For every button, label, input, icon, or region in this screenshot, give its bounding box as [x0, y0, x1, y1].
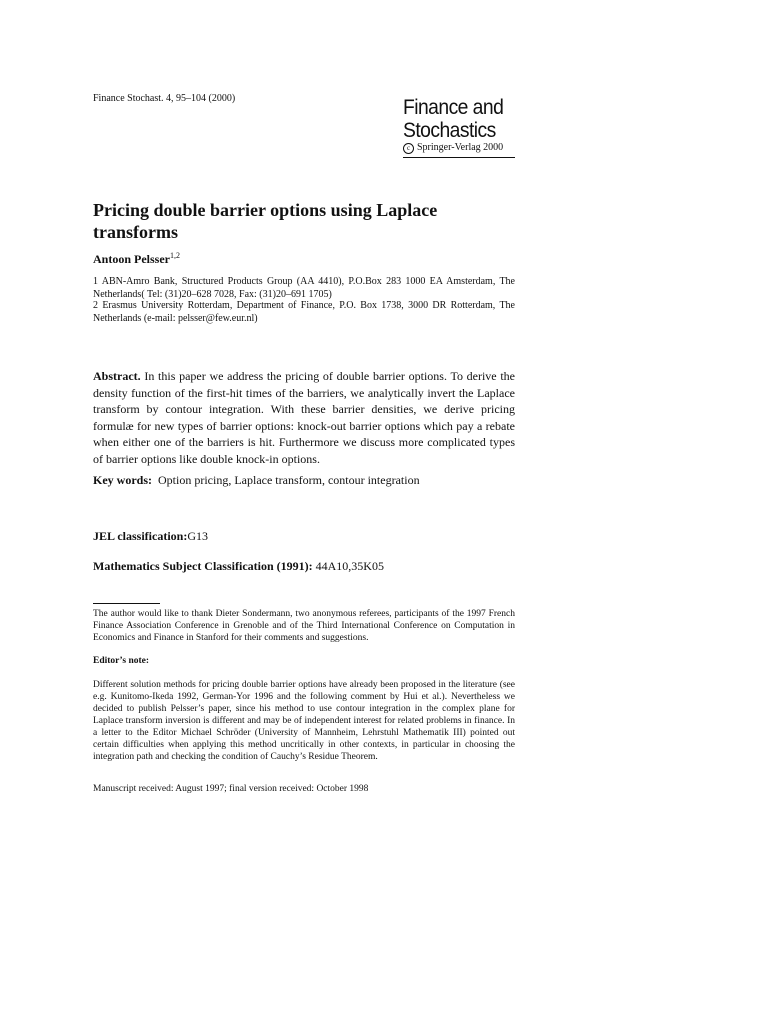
- keywords: [93, 473, 420, 488]
- abstract-label: Abstract.: [93, 369, 141, 383]
- affiliation-1: 1 ABN-Amro Bank, Structured Products Group (AA 4410), P.O.Box 283 1000 EA Amsterdam, The Netherlands( Tel: (31)20–628 7028, Fax: (31)20–691 1705): [93, 276, 515, 300]
- author-line: [93, 251, 180, 267]
- keywords-text: Option pricing, Laplace transform, contour integration: [158, 473, 420, 487]
- journal-title-line1: Finance and: [403, 96, 504, 119]
- editor-note-heading: Editor’s note:: [93, 656, 150, 666]
- author-affiliation-marks: 1,2: [170, 251, 180, 260]
- journal-title: [403, 96, 506, 142]
- msc-label: Mathematics Subject Classification (1991):: [93, 559, 313, 573]
- jel-label: JEL classification:: [93, 529, 188, 543]
- jel-code: G13: [187, 529, 209, 543]
- author-name: Antoon Pelsser: [93, 252, 170, 266]
- copyright-line: [403, 142, 515, 154]
- footnote-divider: [93, 603, 160, 604]
- jel-classification: [93, 529, 208, 544]
- paper-title: Pricing double barrier options using Laplace transforms: [93, 200, 438, 242]
- keywords-label: Key words:: [93, 473, 152, 487]
- copyright-icon: c: [403, 143, 414, 154]
- abstract: [93, 368, 515, 467]
- affiliation-2: 2 Erasmus University Rotterdam, Department of Finance, P.O. Box 1738, 3000 DR Rotterdam, The Netherlands (e-mail: pelsser@few.eur.nl): [93, 300, 515, 324]
- journal-title-line2: Stochastics: [403, 119, 496, 142]
- manuscript-received: Manuscript received: August 1997; final version received: October 1998: [93, 784, 369, 794]
- journal-logo: [403, 96, 515, 154]
- copyright-text: Springer-Verlag 2000: [417, 142, 504, 153]
- msc-code: 44A10,35K05: [315, 559, 384, 573]
- acknowledgements: The author would like to thank Dieter Sondermann, two anonymous referees, participants of the 1997 French Finance Association Conference in Grenoble and of the Third International Conference on Computation in Economics and Finance in Stanford for their comments and suggestions.: [93, 609, 515, 643]
- journal-divider: [403, 157, 515, 158]
- abstract-text: In this paper we address the pricing of double barrier options. To derive the density function of the first-hit times of the barriers, we analytically invert the Laplace transform by contour integration. With these barrier densities, we derive pricing formulæ for new types of barrier options: knock-out barrier options which pay a rebate when either one of the barriers is hit. Furthermore we discuss more complicated types of barrier options like double knock-in options.: [93, 369, 515, 466]
- msc-classification: [93, 559, 384, 574]
- journal-citation: Finance Stochast. 4, 95–104 (2000): [93, 93, 236, 104]
- editor-note: Different solution methods for pricing double barrier options have already been proposed in the literature (see e.g. Kunitomo-Ikeda 1992, German-Yor 1996 and the following comment by Hui et al.). Nevertheless we decided to publish Pelsser’s paper, since his method to use contour integration in the complex plane for Laplace transform inversion is different and may be of independent interest for related problems in finance. In a letter to the Editor Michael Schröder (University of Mannheim, Lehrstuhl Mathematik III) pointed out certain difficulties when applying this method uncritically in other contexts, in particular in choosing the integration path and checking the condition of Cauchy’s Residue Theorem.: [93, 680, 515, 762]
